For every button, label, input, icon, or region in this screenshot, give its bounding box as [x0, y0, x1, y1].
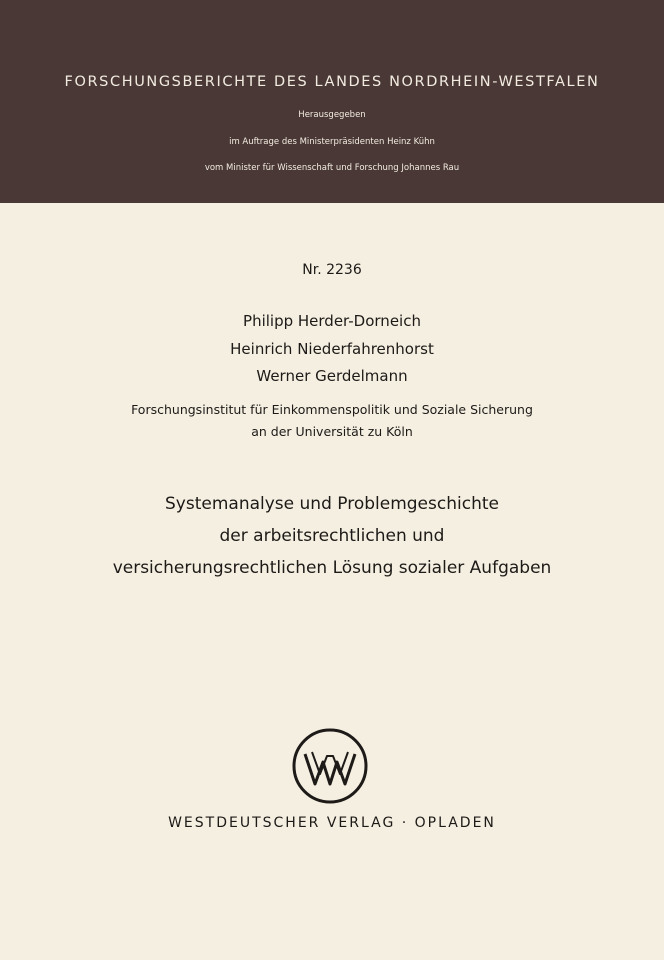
report-number: Nr. 2236: [302, 262, 362, 278]
author-1: Philipp Herder-Dorneich: [243, 312, 421, 330]
institute-line-1: Forschungsinstitut für Einkommenspolitik und Soziale Sicherung: [131, 402, 533, 417]
institute-line-2: an der Universität zu Köln: [251, 424, 413, 439]
editor-line-2: im Auftrage des Ministerpräsidenten Heinz Kühn: [229, 137, 435, 147]
author-3: Werner Gerdelmann: [256, 367, 408, 385]
header-band: [0, 0, 664, 203]
author-2: Heinrich Niederfahrenhorst: [230, 340, 434, 358]
series-title: FORSCHUNGSBERICHTE DES LANDES NORDRHEIN-WESTFALEN: [64, 74, 600, 90]
title-line-1: Systemanalyse und Problemgeschichte: [165, 494, 499, 514]
title-line-2: der arbeitsrechtlichen und: [219, 526, 445, 546]
publisher-logo-icon: [290, 726, 370, 806]
title-line-3: versicherungsrechtlichen Lösung sozialer Aufgaben: [112, 558, 552, 578]
editor-line-1: Herausgegeben: [298, 110, 366, 120]
publisher-name: WESTDEUTSCHER VERLAG · OPLADEN: [168, 815, 496, 831]
editor-line-3: vom Minister für Wissenschaft und Forschung Johannes Rau: [204, 163, 460, 173]
